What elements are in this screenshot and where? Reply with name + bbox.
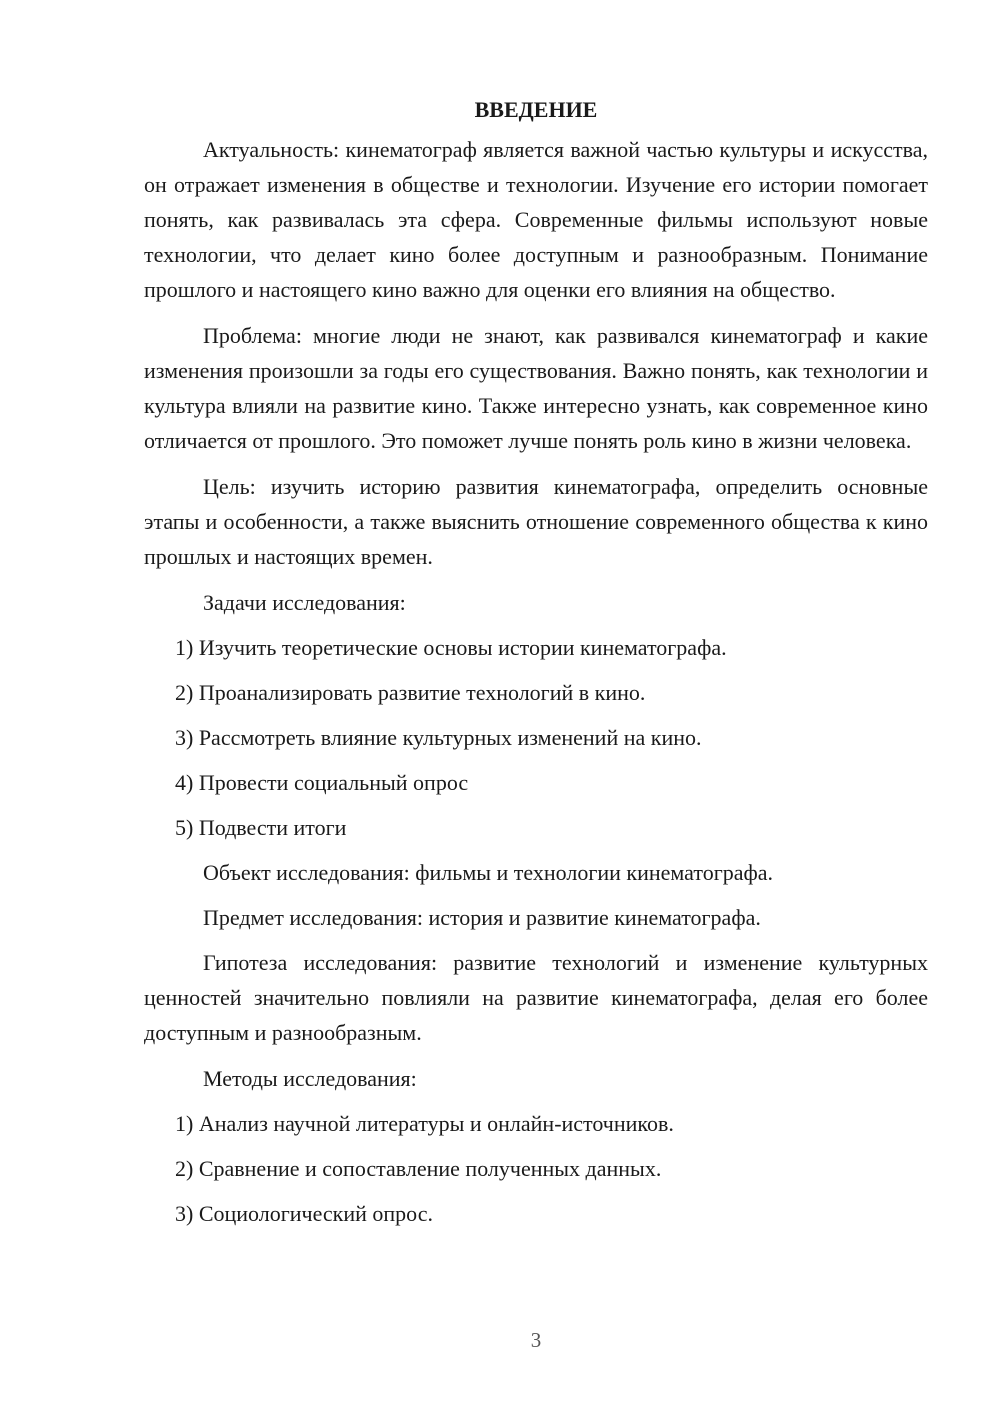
paragraph-object: Объект исследования: фильмы и технологии кинематографа. [203,860,774,885]
methods-list [144,1106,928,1231]
method-item: 1) Анализ научной литературы и онлайн-источников. [175,1111,674,1136]
paragraph-problem: Проблема: многие люди не знают, как развивался кинематограф и какие изменения произошли за годы его существования. Важно понять, как технологии и культура влияли на развитие кино. Также интересно узнать, как современное кино отличается от прошлого. Это поможет лучше понять роль кино в жизни человека. [144,323,928,453]
task-item: 4) Провести социальный опрос [175,770,469,795]
method-item: 2) Сравнение и сопоставление полученных данных. [175,1156,662,1181]
paragraph-hypothesis: Гипотеза исследования: развитие технологий и изменение культурных ценностей значительно повлияли на развитие кинематографа, делая его более доступным и разнообразным. [144,950,928,1045]
page-content [144,92,928,1241]
page-title: ВВЕДЕНИЕ [474,97,598,122]
methods-heading: Методы исследования: [203,1066,417,1091]
paragraph-goal: Цель: изучить историю развития кинематографа, определить основные этапы и особенности, а также выяснить отношение современного общества к кино прошлых и настоящих времен. [144,474,928,569]
paragraph-relevance: Актуальность: кинематограф является важной частью культуры и искусства, он отражает изменения в обществе и технологии. Изучение его истории помогает понять, как развивалась эта сфера. Современные фильмы используют новые технологии, что делает кино более доступным и разнообразным. Понимание прошлого и настоящего кино важно для оценки его влияния на общество. [144,137,928,302]
task-item: 5) Подвести итоги [175,815,347,840]
task-item: 2) Проанализировать развитие технологий в кино. [175,680,646,705]
paragraph-subject: Предмет исследования: история и развитие кинематографа. [203,905,761,930]
tasks-list [144,630,928,845]
method-item: 3) Социологический опрос. [175,1201,433,1226]
tasks-heading: Задачи исследования: [203,590,406,615]
task-item: 3) Рассмотреть влияние культурных изменений на кино. [175,725,702,750]
page-number: 3 [530,1328,542,1352]
task-item: 1) Изучить теоретические основы истории кинематографа. [175,635,727,660]
